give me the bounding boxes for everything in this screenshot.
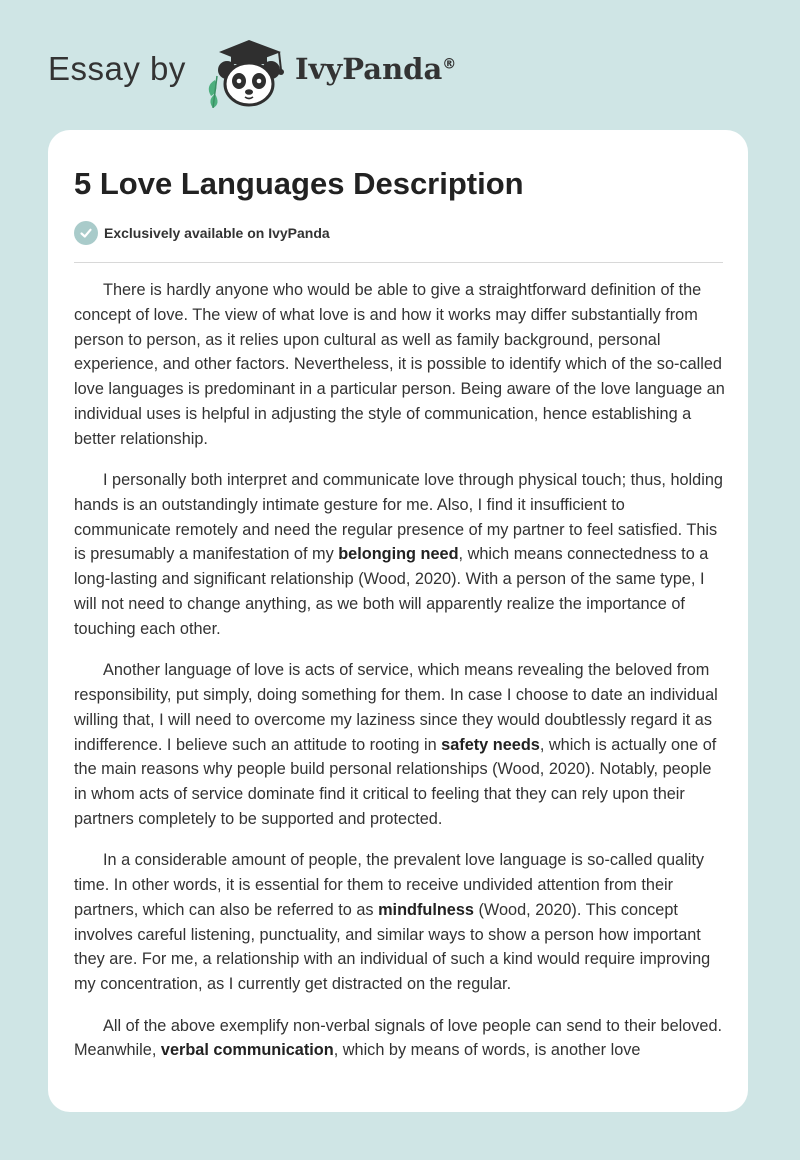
badge-label: Exclusively available on IvyPanda	[104, 225, 330, 241]
paragraph: Another language of love is acts of service, which means revealing the beloved from responsibility, put simply, doing something for them. In case I choose to date an individual willing that, I will need to overcome my laziness since they would doubtlessly regard it as indifference. I believe such an attitude to rooting in safety needs, which is actually one of the main reasons why people build personal relationships (Wood, 2020). Notably, people in whom acts of service dominate find it critical to feeling that they can rely upon their partners completely to be supported and protected.	[74, 661, 718, 828]
paragraph: There is hardly anyone who would be able to give a straightforward definition of the concept of love. The view of what love is and how it works may differ substantially from person to person, as it relies upon cultural as well as family background, personal experience, and other factors. Nevertheless, it is possible to identify which of the so-called love languages is predominant in a particular person. Being aware of the love language an individual uses is helpful in adjusting the style of communication, hence establishing a better relationship.	[74, 281, 725, 448]
site-header	[48, 36, 748, 108]
registered-mark: ®	[442, 56, 457, 73]
paragraph: In a considerable amount of people, the prevalent love language is so-called quality time. In other words, it is essential for them to receive undivided attention from their partners, which can also be referred to as mindfulness (Wood, 2020). This concept involves careful listening, punctuality, and similar ways to show a person how important they are. For me, a relationship with an individual of such a kind would require improving my concentration, as I currently get distracted on the regular.	[74, 851, 711, 994]
key-term: verbal communication	[160, 1041, 334, 1060]
key-term: belonging need	[338, 545, 459, 564]
paragraph: All of the above exemplify non-verbal signals of love people can send to their beloved. Meanwhile, verbal communication, which by means of words, is another love	[74, 1016, 723, 1060]
essay-by-label: Essay by	[48, 50, 186, 87]
essay-card	[48, 130, 748, 1112]
essay-title: 5 Love Languages Description	[74, 166, 524, 201]
paragraph: I personally both interpret and communicate love through physical touch; thus, holding hands is an outstandingly intimate gesture for me. Also, I find it insufficient to communicate remotely and need the regular presence of my partner to feel satisfied. This is presumably a manifestation of my belonging need, which means connectedness to a long-lasting and significant relationship (Wood, 2020). With a person of the same type, I will not need to change anything, as we both will apparently realize the importance of touching each other.	[74, 471, 723, 638]
brand-name[interactable]: IvyPanda®	[295, 52, 457, 86]
key-term: mindfulness	[378, 900, 474, 919]
ivypanda-logo-icon[interactable]	[201, 36, 291, 108]
key-term: safety needs	[441, 735, 540, 754]
divider	[74, 262, 723, 263]
exclusive-badge	[74, 221, 330, 245]
check-icon	[74, 221, 98, 245]
essay-body	[74, 278, 726, 1080]
